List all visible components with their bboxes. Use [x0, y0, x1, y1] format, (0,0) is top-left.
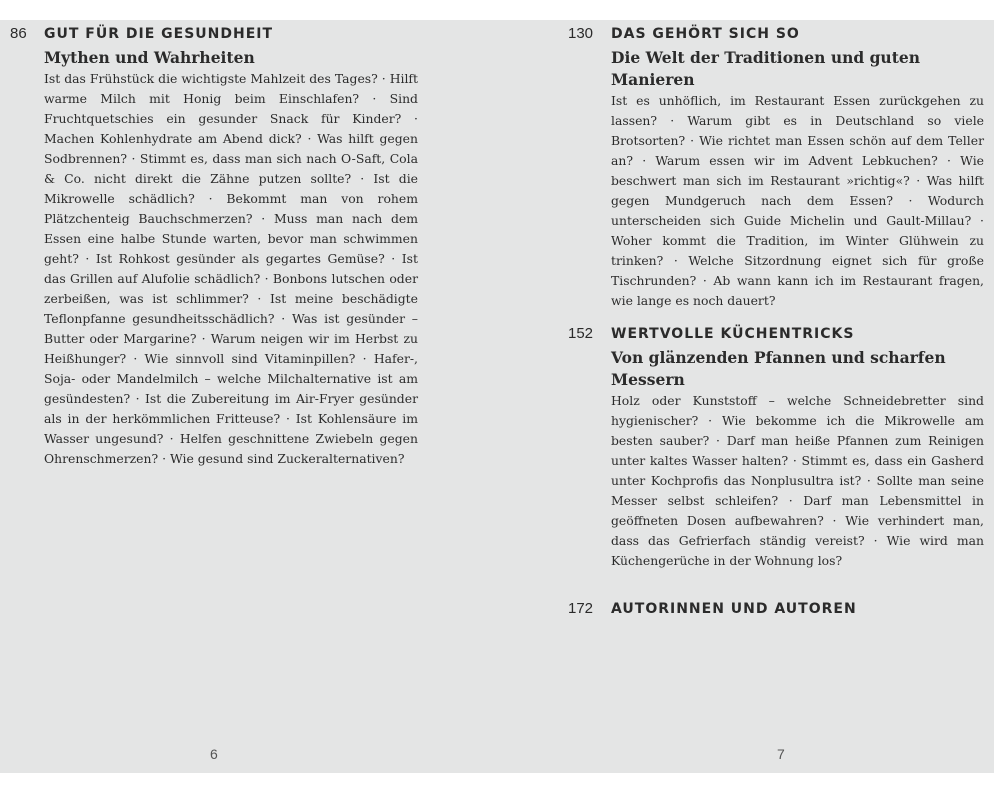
section-page-number: 172 [568, 600, 594, 617]
page-number-left: 6 [210, 746, 218, 762]
section-body: Holz oder Kunststoff – welche Schneidebretter sind hygienischer? · Wie bekomme ich die Mikrowelle am besten sauber? · Darf man heiße Pfannen zum Reinigen unter kaltes Wasser halten? · Stimmt es, dass ein Gasherd unter Kochprofis das Nonplusultra ist? · Sollte man seine Messer selbst schleifen? · Darf man Lebensmittel in geöffneten Dosen aufbewahren? · Wie verhindert man, dass das Gefrierfach ständig vereist? · Wie wird man Küchengerüche in der Wohnung los? [611, 393, 984, 568]
toc-section-authors [568, 598, 986, 620]
section-page-number: 130 [568, 25, 594, 42]
section-title: WERTVOLLE KÜCHENTRICKS [611, 326, 855, 342]
page-number-right: 7 [777, 746, 785, 762]
section-subtitle: Mythen und Wahrheiten [44, 48, 255, 67]
section-title: AUTORINNEN UND AUTOREN [611, 601, 857, 617]
toc-section-manners [568, 23, 986, 311]
section-subtitle: Die Welt der Traditionen und guten Manieren [611, 48, 920, 89]
book-spread [0, 20, 994, 773]
section-body: Ist das Frühstück die wichtigste Mahlzeit des Tages? · Hilft warme Milch mit Honig beim Einschlafen? · Sind Fruchtquetschies ein gesunder Snack für Kinder? · Machen Kohlenhydrate am Abend dick? · Was hilft gegen Sodbrennen? · Stimmt es, dass man sich nach O-Saft, Cola & Co. nicht direkt die Zähne putzen sollte? · Ist die Mikrowelle schädlich? · Bekommt man von rohem Plätzchenteig Bauchschmerzen? · Muss man nach dem Essen eine halbe Stunde warten, bevor man schwimmen geht? · Ist Rohkost gesünder als gegartes Gemüse? · Ist das Grillen auf Alufolie schädlich? · Bonbons lutschen oder zerbeißen, was ist schlimmer? · Ist meine beschädigte Teflonpfanne gesundheitsschädlich? · Was ist gesünder – Butter oder Margarine? · Warum neigen wir im Herbst zu Heißhunger? · Wie sinnvoll sind Vitaminpillen? · Hafer-, Soja- oder Mandelmilch – welche Milchalternative ist am gesündesten? · Ist die Zubereitung im Air-Fryer gesünder als in der herkömmlichen Fritteuse? · Ist Kohlensäure im Wasser ungesund? · Helfen geschnittene Zwiebeln gegen Ohrenschmerzen? · Wie gesund sind Zuckeralternativen? [44, 71, 418, 466]
section-page-number: 86 [10, 25, 27, 42]
section-title: GUT FÜR DIE GESUNDHEIT [44, 26, 274, 42]
toc-section-kitchen-tricks [568, 323, 986, 571]
section-title: DAS GEHÖRT SICH SO [611, 26, 800, 42]
section-body: Ist es unhöflich, im Restaurant Essen zurückgehen zu lassen? · Warum gibt es in Deutschland so viele Brotsorten? · Wie richtet man Essen schön auf dem Teller an? · Warum essen wir im Advent Lebkuchen? · Wie beschwert man sich im Restaurant »richtig«? · Was hilft gegen Mundgeruch nach dem Essen? · Wodurch unterscheiden sich Guide Michelin und Gault-Millau? · Woher kommt die Tradition, im Winter Glühwein zu trinken? · Welche Sitzordnung eignet sich für große Tischrunden? · Ab wann kann ich im Restaurant fragen, wie lange es noch dauert? [611, 93, 984, 308]
section-subtitle: Von glänzenden Pfannen und scharfen Messern [611, 348, 946, 389]
section-page-number: 152 [568, 325, 594, 342]
toc-section-health [10, 23, 420, 469]
